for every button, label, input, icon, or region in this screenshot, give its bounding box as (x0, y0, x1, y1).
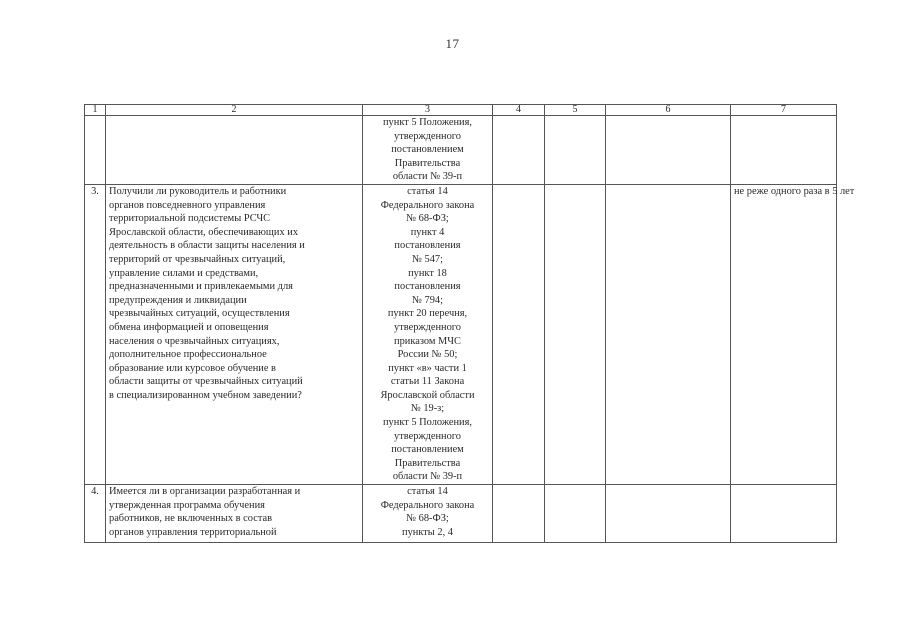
legal-basis-line: России № 50; (397, 349, 458, 361)
question-line: Получили ли руководитель и работники (109, 185, 287, 197)
question-cell (106, 116, 363, 185)
question-line: дополнительное профессиональное (109, 349, 267, 361)
answer-cell-col6 (606, 184, 731, 484)
legal-basis-line: утвержденного (394, 130, 461, 142)
answer-cell-col6 (606, 116, 731, 185)
legal-basis-line: пункт «в» части 1 (388, 362, 467, 374)
header-col-6: 6 (606, 105, 731, 116)
question-line: в специализированном учебном заведении? (109, 389, 302, 401)
question-line: утвержденная программа обучения (109, 499, 265, 511)
answer-cell-col4 (493, 485, 545, 543)
legal-basis-line: № 794; (412, 294, 443, 306)
checklist-table (84, 104, 855, 543)
legal-basis-line: пункт 5 Положения, (383, 417, 472, 429)
question-line: работников, не включенных в состав (109, 513, 273, 525)
header-col-2: 2 (106, 105, 363, 116)
legal-basis-line: статья 14 (407, 486, 448, 498)
legal-basis-line: Правительства (394, 457, 461, 469)
legal-basis-line: пункты 2, 4 (402, 526, 453, 538)
legal-basis-line: приказом МЧС (394, 335, 461, 347)
table-row (85, 116, 837, 185)
question-line: органов повседневного управления (109, 199, 266, 211)
legal-basis-line: Федерального закона (380, 199, 475, 211)
legal-basis-line: Ярославской области (380, 389, 475, 401)
legal-basis-line: утвержденного (394, 321, 461, 333)
note-cell (731, 485, 837, 543)
table-row (85, 485, 837, 543)
legal-basis-line: пункт 20 перечня, (387, 308, 468, 320)
header-col-4: 4 (493, 105, 545, 116)
page-number: 17 (445, 36, 460, 51)
note-cell (731, 116, 837, 185)
question-line: органов управления территориальной (109, 526, 277, 538)
legal-basis-line: статья 14 (407, 185, 448, 197)
question-line: Ярославской области, обеспечивающих их (109, 226, 299, 238)
answer-cell-col5 (545, 485, 606, 543)
legal-basis-line: утвержденного (394, 430, 461, 442)
row-number: 4. (85, 485, 106, 543)
question-cell (106, 184, 363, 484)
legal-basis-cell (363, 485, 493, 543)
question-line: Имеется ли в организации разработанная и (109, 486, 301, 498)
legal-basis-line: пункт 18 (408, 267, 447, 279)
note-text: не реже одного раза в 5 лет (734, 185, 855, 197)
table-row (85, 184, 837, 484)
question-line: образование или курсовое обучение в (109, 362, 276, 374)
header-col-7: 7 (731, 105, 837, 116)
legal-basis-line: № 68-ФЗ; (406, 513, 449, 525)
legal-basis-line: области № 39-п (392, 471, 463, 483)
header-col-1: 1 (85, 105, 106, 116)
question-line: чрезвычайных ситуаций, осуществления (109, 308, 290, 320)
answer-cell-col5 (545, 116, 606, 185)
legal-basis-line: № 19-з; (410, 403, 445, 415)
legal-basis-line: статьи 11 Закона (390, 376, 465, 388)
legal-basis-line: Федерального закона (380, 499, 475, 511)
answer-cell-col6 (606, 485, 731, 543)
header-row (85, 105, 837, 116)
table-frame (84, 104, 855, 578)
legal-basis-line: пункт 4 (410, 226, 445, 238)
question-line: населения о чрезвычайных ситуациях, (109, 335, 280, 347)
question-cell (106, 485, 363, 543)
question-line: предназначенными и привлекаемыми для (109, 281, 293, 293)
legal-basis-line: постановлением (391, 144, 464, 156)
row-number (85, 116, 106, 185)
legal-basis-line: Правительства (394, 157, 461, 169)
legal-basis-line: № 547; (412, 253, 443, 265)
question-line: управление силами и средствами, (109, 267, 259, 279)
legal-basis-line: постановлением (391, 444, 464, 456)
answer-cell-col4 (493, 116, 545, 185)
question-line: территорий от чрезвычайных ситуаций, (109, 253, 286, 265)
legal-basis-line: № 68-ФЗ; (406, 213, 449, 225)
question-line: территориальной подсистемы РСЧС (109, 213, 271, 225)
question-line: обмена информацией и оповещения (109, 321, 269, 333)
question-line: области защиты от чрезвычайных ситуаций (109, 376, 303, 388)
note-cell (731, 184, 855, 484)
question-line: предупреждения и ликвидации (109, 294, 247, 306)
legal-basis-line: пункт 5 Положения, (383, 117, 472, 128)
legal-basis-cell (363, 184, 493, 484)
legal-basis-line: постановления (394, 240, 461, 252)
question-line: деятельность в области защиты населения и (109, 240, 305, 252)
row-number: 3. (85, 184, 106, 484)
header-col-3: 3 (363, 105, 493, 116)
answer-cell-col5 (545, 184, 606, 484)
header-col-5: 5 (545, 105, 606, 116)
legal-basis-line: постановления (394, 281, 461, 293)
legal-basis-cell (363, 116, 493, 185)
answer-cell-col4 (493, 184, 545, 484)
legal-basis-line: области № 39-п (392, 171, 463, 183)
